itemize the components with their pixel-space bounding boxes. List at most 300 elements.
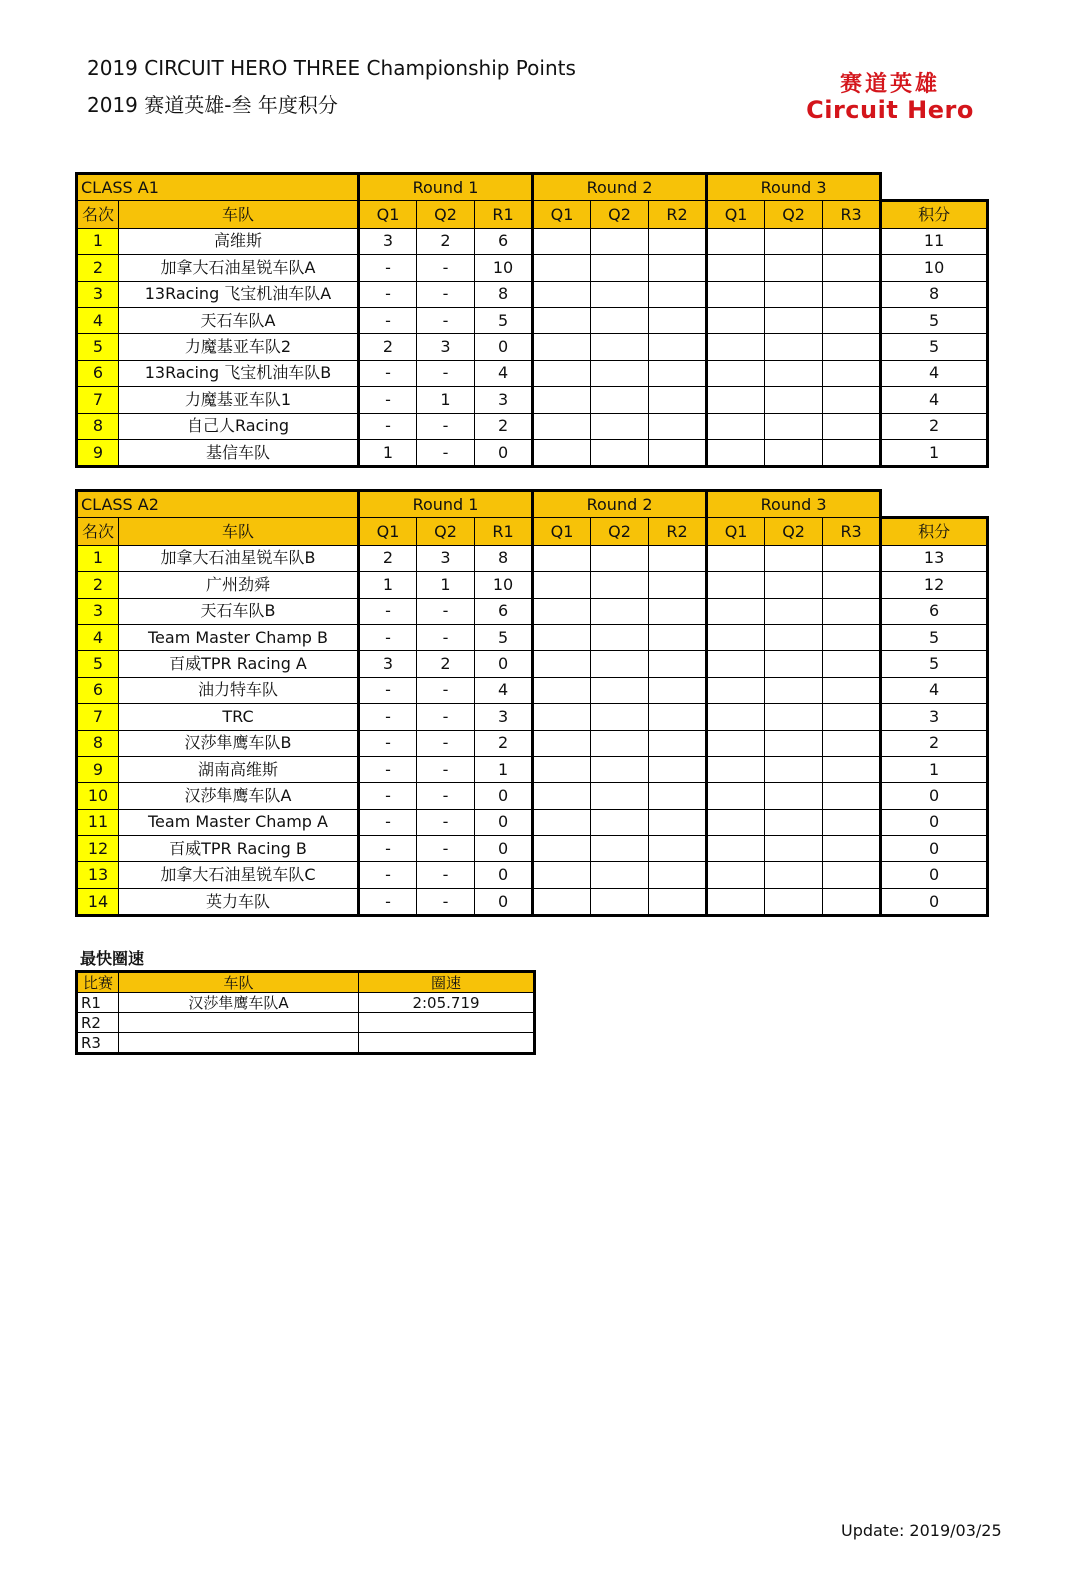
empty-cell	[765, 334, 823, 360]
q1-cell: -	[359, 360, 417, 386]
empty-cell	[533, 255, 591, 281]
empty-cell	[765, 809, 823, 835]
empty-cell	[707, 255, 765, 281]
empty-cell	[707, 756, 765, 782]
rank-cell: 14	[77, 888, 119, 915]
r1-cell: 2	[475, 730, 533, 756]
q1-cell: -	[359, 387, 417, 413]
q1-header: Q1	[359, 518, 417, 545]
points-header: 积分	[881, 518, 988, 545]
team-cell: 加拿大石油星锐车队C	[119, 862, 359, 888]
empty-cell	[707, 545, 765, 571]
points-cell: 0	[881, 888, 988, 915]
empty-cell	[707, 572, 765, 598]
points-cell: 11	[881, 228, 988, 254]
q1-cell: 2	[359, 334, 417, 360]
empty-cell	[707, 651, 765, 677]
empty-cell	[649, 730, 707, 756]
r1-cell: 0	[475, 783, 533, 809]
team-header: 车队	[119, 201, 359, 228]
table-row	[77, 334, 988, 360]
q1-cell: -	[359, 836, 417, 862]
empty-cell	[823, 783, 881, 809]
empty-cell	[707, 677, 765, 703]
lap-time-cell	[359, 1013, 535, 1033]
points-cell: 1	[881, 439, 988, 466]
r1-cell: 8	[475, 281, 533, 307]
empty-cell	[533, 862, 591, 888]
points-cell: 4	[881, 360, 988, 386]
table-row	[77, 836, 988, 862]
table-row	[77, 756, 988, 782]
points-cell: 2	[881, 730, 988, 756]
empty-cell	[707, 598, 765, 624]
q2-cell: 1	[417, 572, 475, 598]
r2-header: R2	[649, 201, 707, 228]
rank-cell: 12	[77, 836, 119, 862]
empty-cell	[765, 677, 823, 703]
empty-cell	[823, 651, 881, 677]
r1-cell: 4	[475, 677, 533, 703]
q2-header: Q2	[591, 201, 649, 228]
empty-cell	[765, 598, 823, 624]
empty-cell	[823, 572, 881, 598]
q1-cell: -	[359, 783, 417, 809]
r1-cell: 2	[475, 413, 533, 439]
empty-cell	[591, 545, 649, 571]
empty-cell	[649, 598, 707, 624]
empty-cell	[707, 730, 765, 756]
empty-cell	[823, 624, 881, 650]
empty-cell	[533, 387, 591, 413]
r1-cell: 6	[475, 598, 533, 624]
empty-cell	[765, 545, 823, 571]
lap-time-cell	[359, 1033, 535, 1054]
q1-cell: -	[359, 413, 417, 439]
empty-cell	[591, 281, 649, 307]
empty-cell	[591, 783, 649, 809]
points-cell: 4	[881, 677, 988, 703]
empty-cell	[533, 598, 591, 624]
q1-cell: 2	[359, 545, 417, 571]
team-cell: 加拿大石油星锐车队A	[119, 255, 359, 281]
class-a2-table	[75, 489, 989, 917]
team-cell	[119, 1013, 359, 1033]
fastest-lap-table	[75, 970, 536, 1055]
empty-cell	[765, 836, 823, 862]
empty-cell	[765, 572, 823, 598]
empty-cell	[591, 439, 649, 466]
q2-cell: -	[417, 255, 475, 281]
rank-cell: 5	[77, 651, 119, 677]
rank-cell: 9	[77, 439, 119, 466]
points-cell: 0	[881, 783, 988, 809]
team-cell: 汉莎隼鹰车队B	[119, 730, 359, 756]
empty-cell	[707, 360, 765, 386]
q2-cell: -	[417, 756, 475, 782]
table-row	[77, 677, 988, 703]
empty-cell	[533, 439, 591, 466]
team-cell: 力魔基亚车队2	[119, 334, 359, 360]
points-cell: 6	[881, 598, 988, 624]
empty-cell	[533, 704, 591, 730]
empty-cell	[591, 756, 649, 782]
empty-cell	[765, 387, 823, 413]
points-cell: 0	[881, 809, 988, 835]
team-cell: 百威TPR Racing B	[119, 836, 359, 862]
q1-header: Q1	[533, 201, 591, 228]
empty-cell	[707, 783, 765, 809]
empty-cell	[533, 809, 591, 835]
q2-cell: 2	[417, 651, 475, 677]
q2-cell: -	[417, 624, 475, 650]
rank-cell: 11	[77, 809, 119, 835]
r1-cell: 5	[475, 307, 533, 333]
rank-cell: 8	[77, 730, 119, 756]
q2-cell: -	[417, 677, 475, 703]
table-row	[77, 545, 988, 571]
empty-cell	[591, 307, 649, 333]
empty-cell	[707, 888, 765, 915]
team-cell: 百威TPR Racing A	[119, 651, 359, 677]
empty-cell	[649, 783, 707, 809]
page-title-cn: 2019 赛道英雄-叁 年度积分	[87, 93, 338, 117]
q1-cell: -	[359, 888, 417, 915]
team-cell: 汉莎隼鹰车队A	[119, 783, 359, 809]
team-cell: 油力特车队	[119, 677, 359, 703]
empty-cell	[823, 545, 881, 571]
empty-cell	[707, 439, 765, 466]
round3-header: Round 3	[707, 174, 881, 201]
race-cell: R1	[77, 993, 119, 1013]
empty-cell	[591, 677, 649, 703]
empty-cell	[823, 862, 881, 888]
q2-cell: -	[417, 730, 475, 756]
table-row	[77, 228, 988, 254]
team-cell	[119, 1033, 359, 1054]
empty-cell	[649, 228, 707, 254]
r1-cell: 0	[475, 809, 533, 835]
points-cell: 12	[881, 572, 988, 598]
race-cell: R2	[77, 1013, 119, 1033]
points-cell: 2	[881, 413, 988, 439]
team-cell: 加拿大石油星锐车队B	[119, 545, 359, 571]
empty-cell	[649, 387, 707, 413]
logo-text-cn: 赛道英雄	[839, 72, 940, 97]
empty-cell	[649, 439, 707, 466]
empty-cell	[533, 677, 591, 703]
table-row	[77, 255, 988, 281]
empty-cell	[533, 572, 591, 598]
table-row	[77, 439, 988, 466]
r1-cell: 0	[475, 334, 533, 360]
empty-cell	[533, 756, 591, 782]
empty-cell	[533, 783, 591, 809]
team-cell: 基信车队	[119, 439, 359, 466]
table-row	[77, 809, 988, 835]
rank-cell: 10	[77, 783, 119, 809]
q2-cell: -	[417, 783, 475, 809]
rank-cell: 2	[77, 255, 119, 281]
table-row	[77, 624, 988, 650]
empty-cell	[591, 862, 649, 888]
r1-cell: 3	[475, 387, 533, 413]
page-title-en: 2019 CIRCUIT HERO THREE Championship Points	[87, 56, 576, 80]
points-cell: 4	[881, 387, 988, 413]
race-cell: R3	[77, 1033, 119, 1054]
q2-cell: -	[417, 598, 475, 624]
empty-cell	[533, 730, 591, 756]
empty-cell	[765, 281, 823, 307]
empty-cell	[765, 307, 823, 333]
points-cell: 5	[881, 624, 988, 650]
q1-cell: -	[359, 307, 417, 333]
table-row	[77, 281, 988, 307]
empty-cell	[707, 862, 765, 888]
round1-header: Round 1	[359, 174, 533, 201]
table-row	[77, 360, 988, 386]
q2-header: Q2	[417, 201, 475, 228]
team-cell: 天石车队B	[119, 598, 359, 624]
empty-cell	[533, 651, 591, 677]
team-cell: 自己人Racing	[119, 413, 359, 439]
points-cell: 5	[881, 334, 988, 360]
q1-cell: 3	[359, 228, 417, 254]
r1-header: R1	[475, 518, 533, 545]
empty-cell	[591, 704, 649, 730]
q2-cell: -	[417, 360, 475, 386]
empty-cell	[591, 572, 649, 598]
table-row	[77, 888, 988, 915]
rank-cell: 7	[77, 387, 119, 413]
rank-header: 名次	[77, 518, 119, 545]
empty-cell	[649, 334, 707, 360]
table-row	[77, 862, 988, 888]
empty-cell	[765, 228, 823, 254]
empty-cell	[533, 624, 591, 650]
empty-cell	[649, 677, 707, 703]
empty-cell	[707, 704, 765, 730]
empty-cell	[823, 228, 881, 254]
empty-cell	[533, 888, 591, 915]
empty-cell	[591, 413, 649, 439]
q1-cell: -	[359, 598, 417, 624]
class-a2-title: CLASS A2	[77, 491, 359, 518]
empty-cell	[533, 228, 591, 254]
q2-cell: 3	[417, 545, 475, 571]
team-cell: 天石车队A	[119, 307, 359, 333]
q1-cell: -	[359, 255, 417, 281]
q2-cell: -	[417, 888, 475, 915]
empty-cell	[649, 756, 707, 782]
empty-cell	[591, 360, 649, 386]
empty-cell	[591, 888, 649, 915]
points-cell: 8	[881, 281, 988, 307]
race-header: 比赛	[77, 972, 119, 993]
empty-cell	[649, 704, 707, 730]
q1-cell: 1	[359, 572, 417, 598]
fastest-lap-title: 最快圈速	[80, 949, 145, 968]
r1-cell: 10	[475, 572, 533, 598]
table-row	[77, 704, 988, 730]
empty-cell	[649, 360, 707, 386]
team-cell: 力魔基亚车队1	[119, 387, 359, 413]
empty-cell	[823, 598, 881, 624]
empty-cell	[765, 360, 823, 386]
empty-cell	[533, 360, 591, 386]
team-cell: 广州劲舜	[119, 572, 359, 598]
empty-cell	[823, 281, 881, 307]
empty-cell	[649, 836, 707, 862]
q2-cell: 3	[417, 334, 475, 360]
empty-cell	[649, 413, 707, 439]
empty-cell	[591, 624, 649, 650]
r1-cell: 0	[475, 836, 533, 862]
empty-cell	[649, 545, 707, 571]
q1-cell: -	[359, 862, 417, 888]
team-cell: 13Racing 飞宝机油车队B	[119, 360, 359, 386]
q1-header: Q1	[533, 518, 591, 545]
table-row	[77, 993, 535, 1013]
empty-cell	[649, 307, 707, 333]
empty-cell	[765, 756, 823, 782]
q2-cell: -	[417, 862, 475, 888]
q1-cell: -	[359, 281, 417, 307]
empty-cell	[707, 334, 765, 360]
table-row	[77, 651, 988, 677]
points-cell: 13	[881, 545, 988, 571]
points-cell: 10	[881, 255, 988, 281]
empty-cell	[823, 307, 881, 333]
table-row	[77, 730, 988, 756]
r1-cell: 0	[475, 888, 533, 915]
q2-cell: -	[417, 413, 475, 439]
empty-cell	[765, 651, 823, 677]
empty-cell	[707, 307, 765, 333]
rank-cell: 1	[77, 545, 119, 571]
r1-cell: 1	[475, 756, 533, 782]
empty-cell	[765, 888, 823, 915]
rank-cell: 4	[77, 624, 119, 650]
empty-cell	[881, 491, 988, 518]
empty-cell	[591, 255, 649, 281]
q1-cell: -	[359, 677, 417, 703]
empty-cell	[591, 334, 649, 360]
empty-cell	[823, 730, 881, 756]
q2-cell: -	[417, 307, 475, 333]
rank-cell: 3	[77, 598, 119, 624]
empty-cell	[649, 255, 707, 281]
table-row	[77, 413, 988, 439]
empty-cell	[765, 783, 823, 809]
empty-cell	[823, 836, 881, 862]
logo-text-en: Circuit Hero	[806, 96, 974, 124]
empty-cell	[765, 624, 823, 650]
q2-cell: -	[417, 439, 475, 466]
q1-header: Q1	[707, 518, 765, 545]
class-a1-table	[75, 172, 989, 468]
rank-cell: 8	[77, 413, 119, 439]
q1-cell: -	[359, 809, 417, 835]
rank-cell: 1	[77, 228, 119, 254]
empty-cell	[707, 836, 765, 862]
r2-header: R2	[649, 518, 707, 545]
rank-cell: 9	[77, 756, 119, 782]
rank-cell: 2	[77, 572, 119, 598]
q1-cell: -	[359, 730, 417, 756]
empty-cell	[707, 413, 765, 439]
empty-cell	[533, 307, 591, 333]
rank-cell: 6	[77, 677, 119, 703]
r1-cell: 6	[475, 228, 533, 254]
q2-cell: -	[417, 836, 475, 862]
empty-cell	[649, 888, 707, 915]
q2-header: Q2	[765, 518, 823, 545]
points-cell: 5	[881, 307, 988, 333]
empty-cell	[591, 809, 649, 835]
empty-cell	[707, 281, 765, 307]
empty-cell	[765, 704, 823, 730]
empty-cell	[823, 756, 881, 782]
r1-cell: 0	[475, 439, 533, 466]
round2-header: Round 2	[533, 174, 707, 201]
r1-cell: 0	[475, 651, 533, 677]
empty-cell	[765, 439, 823, 466]
empty-cell	[881, 174, 988, 201]
rank-cell: 13	[77, 862, 119, 888]
team-cell: 英力车队	[119, 888, 359, 915]
q2-cell: 1	[417, 387, 475, 413]
empty-cell	[823, 677, 881, 703]
r1-cell: 10	[475, 255, 533, 281]
team-cell: Team Master Champ B	[119, 624, 359, 650]
empty-cell	[823, 809, 881, 835]
rank-cell: 5	[77, 334, 119, 360]
empty-cell	[533, 334, 591, 360]
empty-cell	[533, 281, 591, 307]
points-header: 积分	[881, 201, 988, 228]
q1-header: Q1	[359, 201, 417, 228]
team-cell: 湖南高维斯	[119, 756, 359, 782]
table-row	[77, 307, 988, 333]
r3-header: R3	[823, 201, 881, 228]
q2-header: Q2	[591, 518, 649, 545]
team-header: 车队	[119, 972, 359, 993]
empty-cell	[649, 572, 707, 598]
q1-header: Q1	[707, 201, 765, 228]
empty-cell	[649, 809, 707, 835]
round1-header: Round 1	[359, 491, 533, 518]
r1-cell: 5	[475, 624, 533, 650]
q1-cell: -	[359, 624, 417, 650]
rank-header: 名次	[77, 201, 119, 228]
team-cell: Team Master Champ A	[119, 809, 359, 835]
update-date: Update: 2019/03/25	[841, 1521, 1002, 1540]
rank-cell: 7	[77, 704, 119, 730]
team-header: 车队	[119, 518, 359, 545]
team-cell: TRC	[119, 704, 359, 730]
empty-cell	[765, 255, 823, 281]
table-row	[77, 387, 988, 413]
lap-time-cell: 2:05.719	[359, 993, 535, 1013]
empty-cell	[707, 387, 765, 413]
team-cell: 高维斯	[119, 228, 359, 254]
empty-cell	[765, 413, 823, 439]
q2-cell: -	[417, 281, 475, 307]
empty-cell	[533, 413, 591, 439]
table-row	[77, 1033, 535, 1054]
rank-cell: 6	[77, 360, 119, 386]
